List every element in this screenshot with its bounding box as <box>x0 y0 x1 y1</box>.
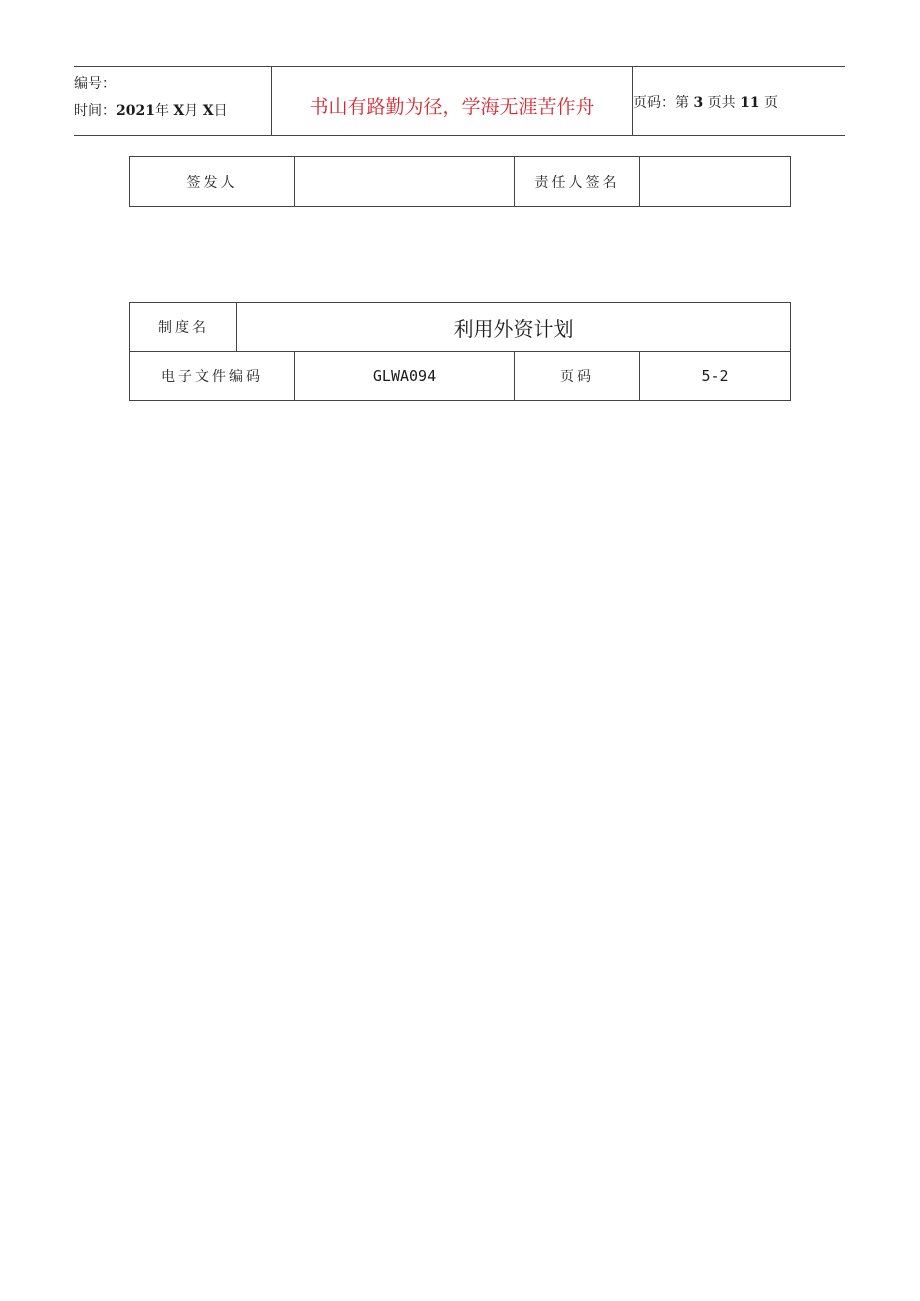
page-prefix: 页码：第 <box>633 95 689 111</box>
page-label: 页码 <box>515 352 640 401</box>
signature-table <box>129 156 791 207</box>
file-code-label: 电子文件编码 <box>130 352 295 401</box>
issuer-label: 签发人 <box>130 157 295 207</box>
document-number-label: 编号： <box>74 76 116 92</box>
system-name-row <box>130 303 791 352</box>
header-motto-cell <box>271 67 633 135</box>
date-year: 2021 <box>116 103 155 119</box>
header-page-info <box>633 92 778 112</box>
document-date <box>74 100 228 120</box>
date-month-unit: 月 <box>184 103 199 119</box>
file-code-row <box>130 352 791 401</box>
system-name-value: 利用外资计划 <box>237 303 791 352</box>
page-suffix: 页 <box>764 95 779 111</box>
responsible-value <box>640 157 791 207</box>
date-prefix: 时间： <box>74 103 116 119</box>
page-current: 3 <box>693 95 704 111</box>
page-header <box>74 66 845 136</box>
header-page-cell <box>633 67 845 135</box>
page-total: 11 <box>740 95 760 111</box>
issuer-value <box>295 157 515 207</box>
document-info-table <box>129 302 791 401</box>
date-day-unit: 日 <box>213 103 228 119</box>
date-month: X <box>173 103 185 119</box>
date-year-unit: 年 <box>154 103 169 119</box>
responsible-label: 责任人签名 <box>515 157 640 207</box>
signature-row <box>130 157 791 207</box>
page-mid: 页共 <box>707 95 736 111</box>
header-meta <box>74 67 271 135</box>
date-day: X <box>202 103 214 119</box>
header-motto: 书山有路勤为径，学海无涯苦作舟 <box>309 95 595 118</box>
system-name-label: 制度名 <box>130 303 237 352</box>
file-code-value: GLWA094 <box>295 352 515 401</box>
page-value: 5-2 <box>640 352 791 401</box>
